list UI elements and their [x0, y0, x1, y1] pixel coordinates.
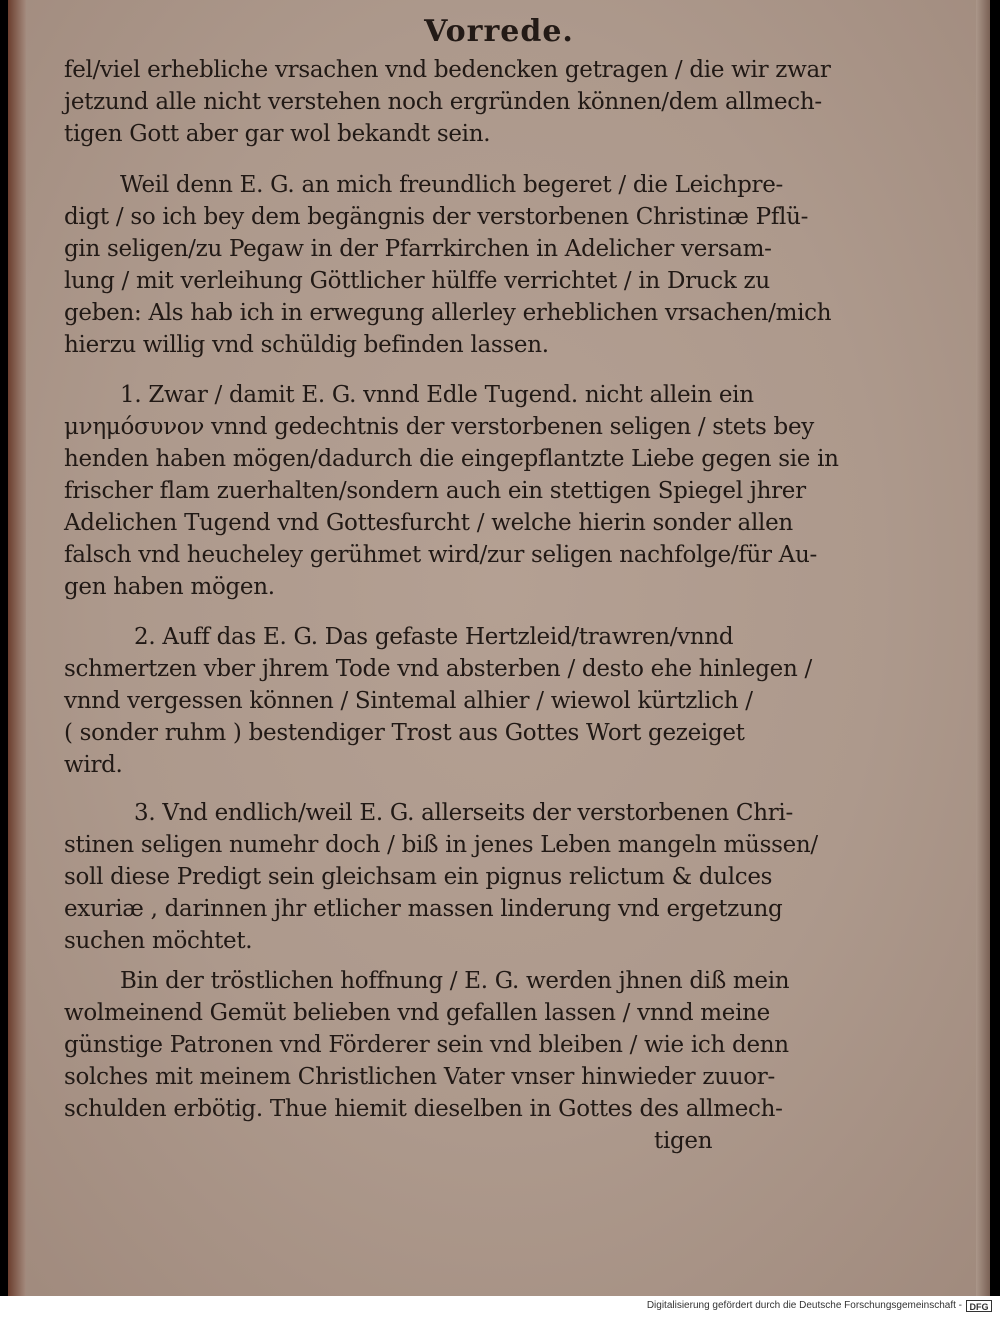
text-line: günstige Patronen vnd Förderer sein vnd bleiben / wie ich denn — [64, 1032, 789, 1058]
text-line: 3. Vnd endlich/weil E. G. allerseits der verstorbenen Chri- — [134, 800, 793, 826]
text-line: vnnd vergessen können / Sintemal alhier / wiewol kürtzlich / — [64, 688, 753, 714]
page-header: Vorrede. — [424, 14, 574, 49]
text-line: Weil denn E. G. an mich freundlich begeret / die Leichpre- — [120, 172, 783, 198]
dfg-logo-icon: DFG — [966, 1300, 992, 1312]
text-line: μνημόσυνον vnnd gedechtnis der verstorbenen seligen / stets bey — [64, 414, 814, 440]
text-line: wird. — [64, 752, 123, 778]
text-line: solches mit meinem Christlichen Vater vnser hinwieder zuuor- — [64, 1064, 775, 1090]
text-line: suchen möchtet. — [64, 928, 253, 954]
catchword: tigen — [654, 1128, 713, 1154]
text-line: 2. Auff das E. G. Das gefaste Hertzleid/trawren/vnnd — [134, 624, 734, 650]
text-line: Adelichen Tugend vnd Gottesfurcht / welche hierin sonder allen — [64, 510, 793, 536]
text-line: soll diese Predigt sein gleichsam ein pignus relictum & dulces — [64, 864, 773, 890]
text-line: ( sonder ruhm ) bestendiger Trost aus Gottes Wort gezeiget — [64, 720, 745, 746]
text-line: 1. Zwar / damit E. G. vnnd Edle Tugend. nicht allein ein — [120, 382, 754, 408]
text-line: Bin der tröstlichen hoffnung / E. G. werden jhnen diß mein — [120, 968, 790, 994]
funding-credit: Digitalisierung gefördert durch die Deutsche Forschungsgemeinschaft - — [646, 1300, 962, 1311]
text-line: gen haben mögen. — [64, 574, 275, 600]
text-line: wolmeinend Gemüt belieben vnd gefallen lassen / vnnd meine — [64, 1000, 770, 1026]
text-line: hierzu willig vnd schüldig befinden lassen. — [64, 332, 549, 358]
text-line: fel/viel erhebliche vrsachen vnd bedencken getragen / die wir zwar — [64, 57, 831, 83]
text-line: exuriæ , darinnen jhr etlicher massen linderung vnd ergetzung — [64, 896, 783, 922]
text-line: henden haben mögen/dadurch die eingepflantzte Liebe gegen sie in — [64, 446, 839, 472]
text-line: geben: Als hab ich in erwegung allerley erheblichen vrsachen/mich — [64, 300, 832, 326]
text-line: stinen seligen numehr doch / biß in jenes Leben mangeln müssen/ — [64, 832, 818, 858]
text-line: frischer flam zuerhalten/sondern auch ein stettigen Spiegel jhrer — [64, 478, 806, 504]
text-line: digt / so ich bey dem begängnis der verstorbenen Christinæ Pflü- — [64, 204, 809, 230]
footer-bar — [0, 1296, 1000, 1317]
text-line: schulden erbötig. Thue hiemit dieselben in Gottes des allmech- — [64, 1096, 783, 1122]
text-line: schmertzen vber jhrem Tode vnd absterben / desto ehe hinlegen / — [64, 656, 812, 682]
text-line: falsch vnd heucheley gerühmet wird/zur seligen nachfolge/für Au- — [64, 542, 817, 568]
book-page — [8, 0, 990, 1296]
text-line: gin seligen/zu Pegaw in der Pfarrkirchen in Adelicher versam- — [64, 236, 772, 262]
text-line: lung / mit verleihung Göttlicher hülffe verrichtet / in Druck zu — [64, 268, 770, 294]
text-line: jetzund alle nicht verstehen noch ergründen können/dem allmech- — [64, 89, 822, 115]
text-line: tigen Gott aber gar wol bekandt sein. — [64, 121, 491, 147]
